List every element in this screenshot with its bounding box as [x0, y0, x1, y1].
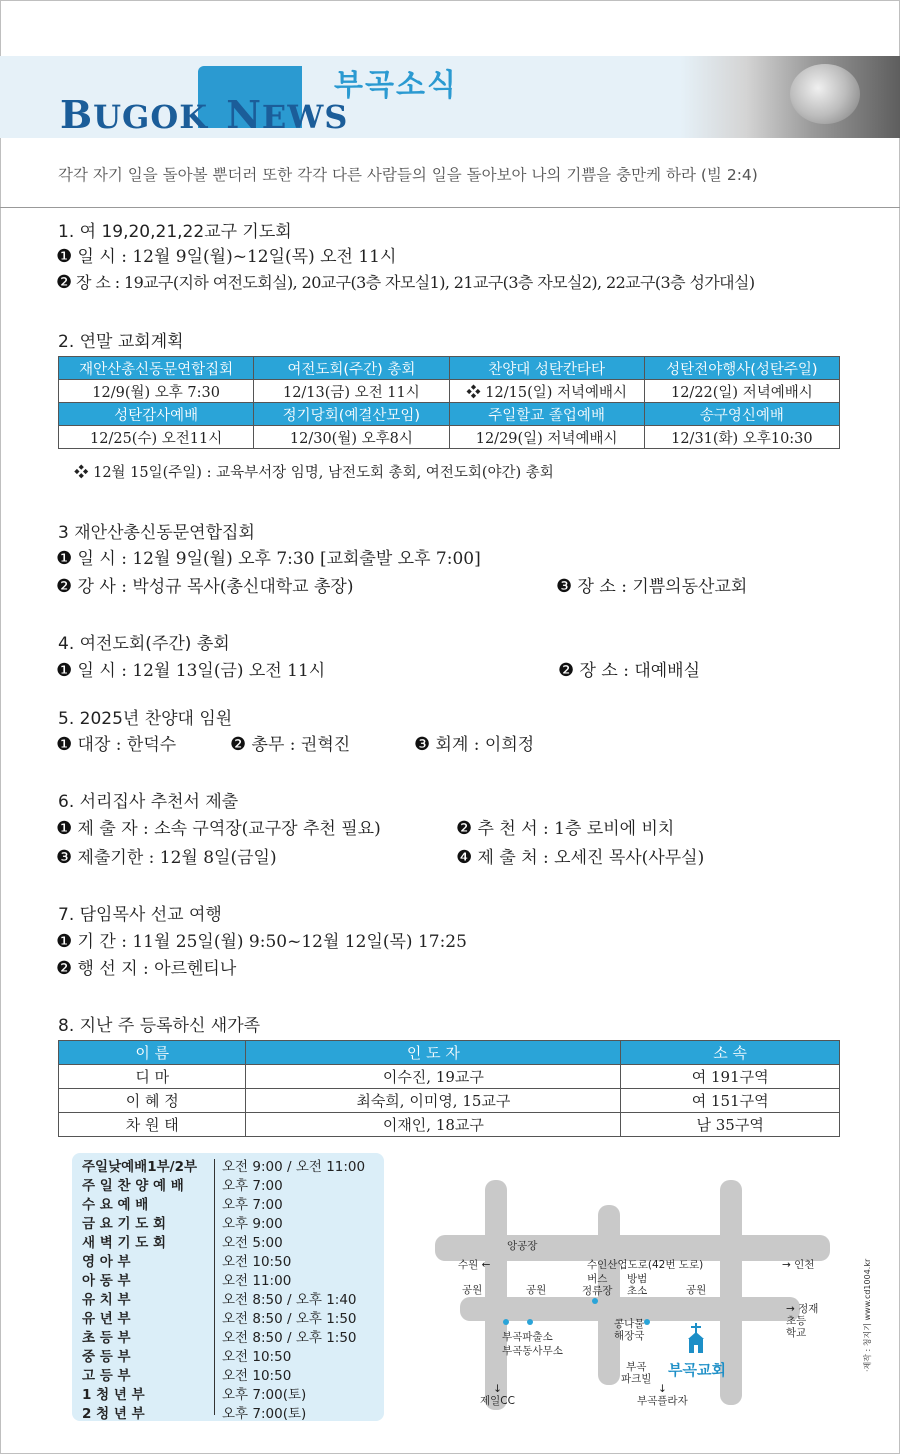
- page-title: 부곡소식: [334, 68, 458, 103]
- s6-line-3: ❸ 제출기한 : 12월 8일(금일): [56, 847, 277, 868]
- schedule-row: 2 청 년 부 오후 7:00(토): [82, 1406, 307, 1422]
- plan-note: ❖ 12월 15일(주일) : 교육부서장 임명, 남전도회 총회, 여전도회(야간) 총회: [74, 465, 554, 481]
- s7-line-2: ❷ 행 선 지 : 아르헨티나: [56, 958, 237, 979]
- s7-line-1: ❶ 기 간 : 11월 25일(월) 9:50~12월 12일(목) 17:25: [56, 931, 467, 952]
- table-row: [59, 1065, 840, 1089]
- location-map: [430, 1175, 840, 1420]
- s3-line-2: ❷ 강 사 : 박성규 목사(총신대학교 총장): [56, 576, 354, 597]
- table-row: [59, 357, 840, 380]
- church-plan-table: [58, 356, 840, 449]
- table-cell: 여 151구역: [621, 1089, 840, 1113]
- section-8-title: 8. 지난 주 등록하신 새가족: [58, 1016, 261, 1036]
- table-cell: 디 마: [59, 1065, 246, 1089]
- map-label: 공원: [462, 1284, 483, 1296]
- map-label: 부곡동사무소: [502, 1345, 563, 1357]
- map-label: → 정재 초등 학교: [786, 1303, 819, 1339]
- column-header: 소 속: [621, 1041, 840, 1065]
- s4-line-1: ❶ 일 시 : 12월 13일(금) 오전 11시: [56, 660, 326, 681]
- s5-line-1: ❶ 대장 : 한덕수: [56, 734, 177, 755]
- restaurant-marker-icon: [644, 1319, 650, 1325]
- church-icon: [685, 1323, 707, 1357]
- schedule-row: 1 청 년 부 오후 7:00(토): [82, 1387, 307, 1403]
- table-header-row: [59, 1041, 840, 1065]
- table-cell: 여 191구역: [621, 1065, 840, 1089]
- schedule-row: 영 아 부 오전 10:50: [82, 1254, 292, 1270]
- section-4-title: 4. 여전도회(주간) 총회: [58, 634, 230, 654]
- worship-schedule: [72, 1153, 384, 1421]
- schedule-row: 초 등 부 오전 8:50 / 오후 1:50: [82, 1330, 357, 1346]
- column-header: 이 름: [59, 1041, 246, 1065]
- schedule-row: 아 동 부 오전 11:00: [82, 1273, 292, 1289]
- s5-line-2: ❷ 총무 : 권혁진: [230, 734, 351, 755]
- table-cell: 성탄감사예배: [59, 403, 254, 426]
- s1-line-2: ❷ 장 소 : 19교구(지하 여전도회실), 20교구(3층 자모실1), 21교구(3층 자모실2), 22교구(3층 성가대실): [56, 272, 755, 293]
- section-3-title: 3 재안산총신동문연합집회: [58, 523, 255, 543]
- table-cell: 이재인, 18교구: [246, 1113, 621, 1137]
- table-cell: 주일할교 졸업예배: [449, 403, 644, 426]
- table-row: [59, 1089, 840, 1113]
- map-label: ↓ 부곡플라자: [637, 1383, 688, 1407]
- column-header: 인 도 자: [246, 1041, 621, 1065]
- table-cell: 12/13(금) 오전 11시: [254, 380, 449, 403]
- bible-verse: 각각 자기 일을 돌아볼 뿐더러 또한 각각 다른 사람들의 일을 돌아보아 나의 기쁨을 충만케 하라 (빌 2:4): [58, 166, 758, 184]
- s3-line-3: ❸ 장 소 : 기쁨의동산교회: [556, 576, 748, 597]
- s6-line-2: ❷ 추 천 서 : 1층 로비에 비치: [456, 818, 675, 839]
- table-cell: 차 원 태: [59, 1113, 246, 1137]
- map-label: 부곡파출소: [502, 1331, 553, 1343]
- table-cell: 최숙희, 이미영, 15교구: [246, 1089, 621, 1113]
- map-label: 방범 초소: [627, 1273, 648, 1297]
- section-1-title: 1. 여 19,20,21,22교구 기도회: [58, 222, 292, 242]
- map-label: 공원: [526, 1284, 547, 1296]
- map-label: → 인천: [782, 1259, 815, 1271]
- s6-line-1: ❶ 제 출 자 : 소속 구역장(교구장 추천 필요): [56, 818, 381, 839]
- map-label: ↓ 제일CC: [480, 1383, 515, 1407]
- schedule-row: 유 년 부 오전 8:50 / 오후 1:50: [82, 1311, 357, 1327]
- s6-line-4: ❹ 제 출 처 : 오세진 목사(사무실): [456, 847, 705, 868]
- s4-line-2: ❷ 장 소 : 대예배실: [558, 660, 701, 681]
- header-rock-image: [790, 64, 860, 124]
- schedule-row: 주 일 찬 양 예 배 오후 7:00: [82, 1178, 283, 1194]
- s3-line-1: ❶ 일 시 : 12월 9일(월) 오후 7:30 [교회출발 오후 7:00]: [56, 548, 481, 569]
- map-label: 수인산업도로(42번 도로): [587, 1259, 704, 1271]
- church-label: 부곡교회: [668, 1361, 726, 1379]
- map-label: 앙공장: [507, 1240, 538, 1252]
- schedule-row: 유 치 부 오전 8:50 / 오후 1:40: [82, 1292, 357, 1308]
- bus-stop-marker-icon: [592, 1298, 598, 1304]
- police-marker-icon: [503, 1319, 509, 1325]
- schedule-row: 수 요 예 배 오후 7:00: [82, 1197, 283, 1213]
- road-vertical-left: [485, 1180, 507, 1410]
- table-cell: 송구영신예배: [644, 403, 839, 426]
- table-cell: 12/9(월) 오후 7:30: [59, 380, 254, 403]
- table-cell: 성탄전야행사(성탄주일): [644, 357, 839, 380]
- schedule-row: 고 등 부 오전 10:50: [82, 1368, 292, 1384]
- map-label: 공원: [686, 1284, 707, 1296]
- table-row: [59, 403, 840, 426]
- office-marker-icon: [527, 1319, 533, 1325]
- section-7-title: 7. 담임목사 선교 여행: [58, 905, 222, 925]
- divider: [0, 207, 900, 208]
- schedule-row: 중 등 부 오전 10:50: [82, 1349, 292, 1365]
- table-cell: 12/30(월) 오후8시: [254, 426, 449, 449]
- schedule-row: 금 요 기 도 회 오후 9:00: [82, 1216, 283, 1232]
- table-cell: 찬양대 성탄칸타타: [449, 357, 644, 380]
- table-cell: 이수진, 19교구: [246, 1065, 621, 1089]
- table-row: [59, 426, 840, 449]
- schedule-row: 주일낮예배1부/2부 오전 9:00 / 오전 11:00: [82, 1159, 366, 1175]
- map-label: 부곡 파크빌: [621, 1361, 652, 1385]
- brand-logo: BUGOK NEWS: [60, 92, 349, 137]
- table-cell: 12/25(수) 오전11시: [59, 426, 254, 449]
- section-2-title: 2. 연말 교회계획: [58, 332, 184, 352]
- table-cell: 이 혜 정: [59, 1089, 246, 1113]
- table-cell: 12/22(일) 저녁예배시: [644, 380, 839, 403]
- table-cell: 여전도회(주간) 총회: [254, 357, 449, 380]
- table-row: [59, 380, 840, 403]
- table-cell: 12/29(일) 저녁예배시: [449, 426, 644, 449]
- section-5-title: 5. 2025년 찬양대 임원: [58, 709, 233, 729]
- credit: ·제작 : 청지기 www.cd1004.kr: [863, 1258, 872, 1372]
- map-label: 콩나물 해장국: [614, 1318, 645, 1342]
- table-cell: 남 35구역: [621, 1113, 840, 1137]
- s5-line-3: ❸ 회계 : 이희정: [414, 734, 535, 755]
- table-cell: ❖ 12/15(일) 저녁예배시: [449, 380, 644, 403]
- map-label: 수원 ←: [458, 1259, 491, 1271]
- table-cell: 정기당회(예결산모임): [254, 403, 449, 426]
- map-label: 버스 정류장: [582, 1273, 613, 1297]
- schedule-row: 새 벽 기 도 회 오전 5:00: [82, 1235, 283, 1251]
- table-cell: 12/31(화) 오후10:30: [644, 426, 839, 449]
- table-cell: 재안산총신동문연합집회: [59, 357, 254, 380]
- s1-line-1: ❶ 일 시 : 12월 9일(월)~12일(목) 오전 11시: [56, 246, 397, 267]
- section-6-title: 6. 서리집사 추천서 제출: [58, 792, 239, 812]
- table-row: [59, 1113, 840, 1137]
- new-family-table: [58, 1040, 840, 1137]
